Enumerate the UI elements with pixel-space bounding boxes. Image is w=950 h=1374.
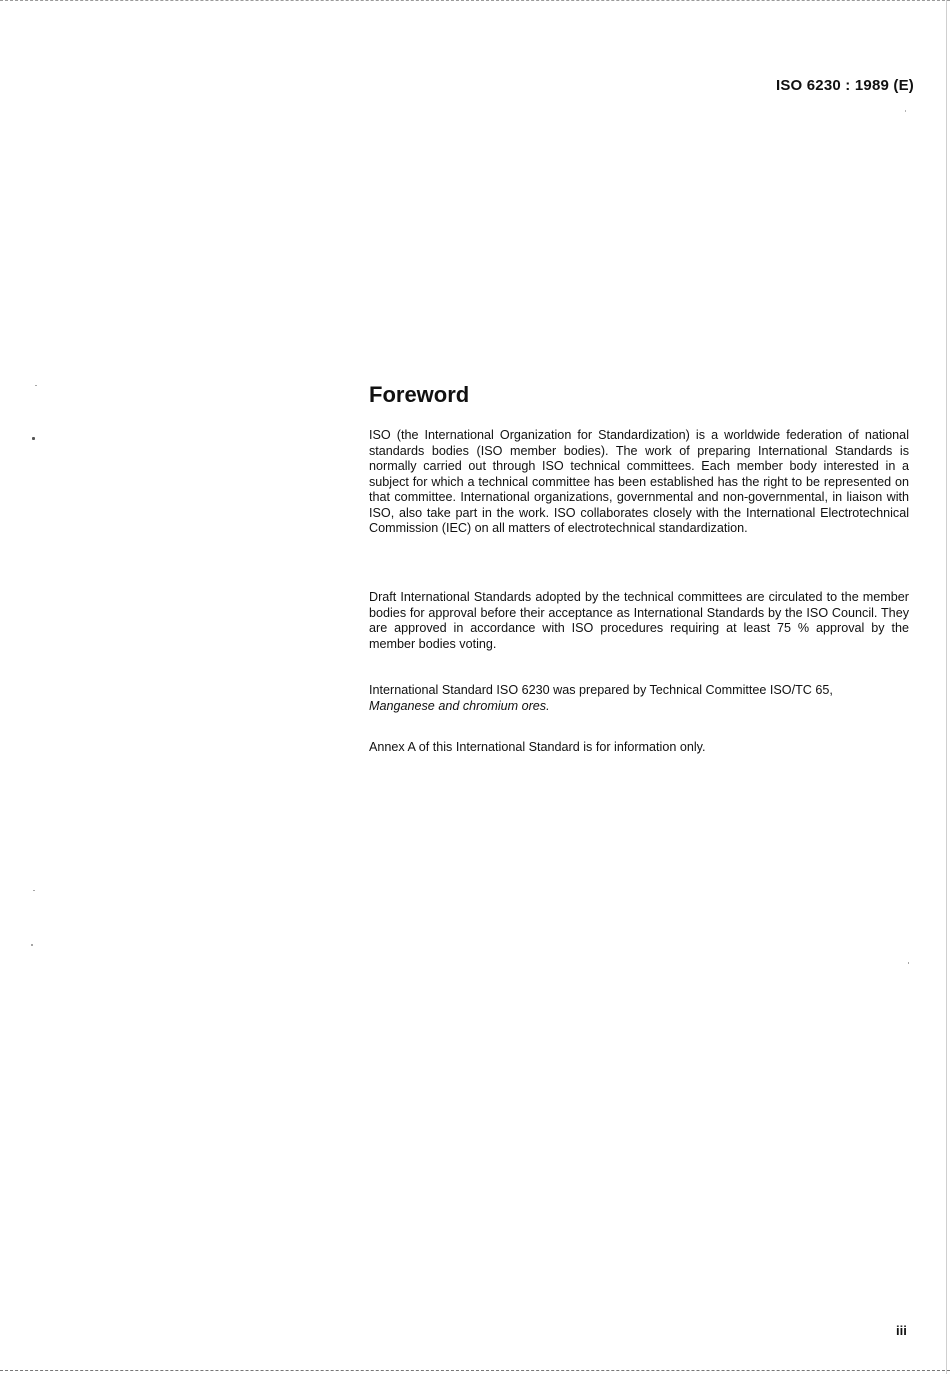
scan-edge-right [946,0,947,1374]
scan-speck [908,962,909,964]
scan-speck [33,890,35,891]
foreword-paragraph-iso-description: ISO (the International Organization for Standardization) is a worldwide federation of national standards bodies (ISO member bodies). The work of preparing International Standards is normally carried out through ISO technical committees. Each member body interested in a subject for which a technical committee has been established has the right to be represented on that committee. International organizations, governmental and non-governmental, in liaison with ISO, also take part in the work. ISO collaborates closely with the International Electrotechnical Commission (IEC) on all matters of electrotechnical standardization. [369,428,909,535]
page-number: iii [896,1323,907,1338]
scan-speck [32,437,35,440]
foreword-paragraph-annex-note: Annex A of this International Standard is for information only. [369,740,706,754]
scan-edge-bottom [0,1370,950,1371]
scan-edge-top [0,0,950,1]
foreword-heading: Foreword [369,382,470,407]
document-reference: ISO 6230 : 1989 (E) [775,77,914,94]
scan-speck [35,385,37,386]
committee-subject-title: Manganese and chromium ores. [369,698,550,713]
scan-speck [31,944,33,946]
scan-speck [905,110,906,112]
foreword-paragraph-approval-process: Draft International Standards adopted by the technical committees are circulated to the member bodies for approval before their acceptance as International Standards by the ISO Council. They are approved in accordance with ISO procedures requiring at least 75 % approval by the member bodies voting. [369,590,909,651]
foreword-paragraph-prepared-by [369,683,909,714]
prepared-by-text: International Standard ISO 6230 was prepared by Technical Committee ISO/TC 65, [369,683,833,697]
